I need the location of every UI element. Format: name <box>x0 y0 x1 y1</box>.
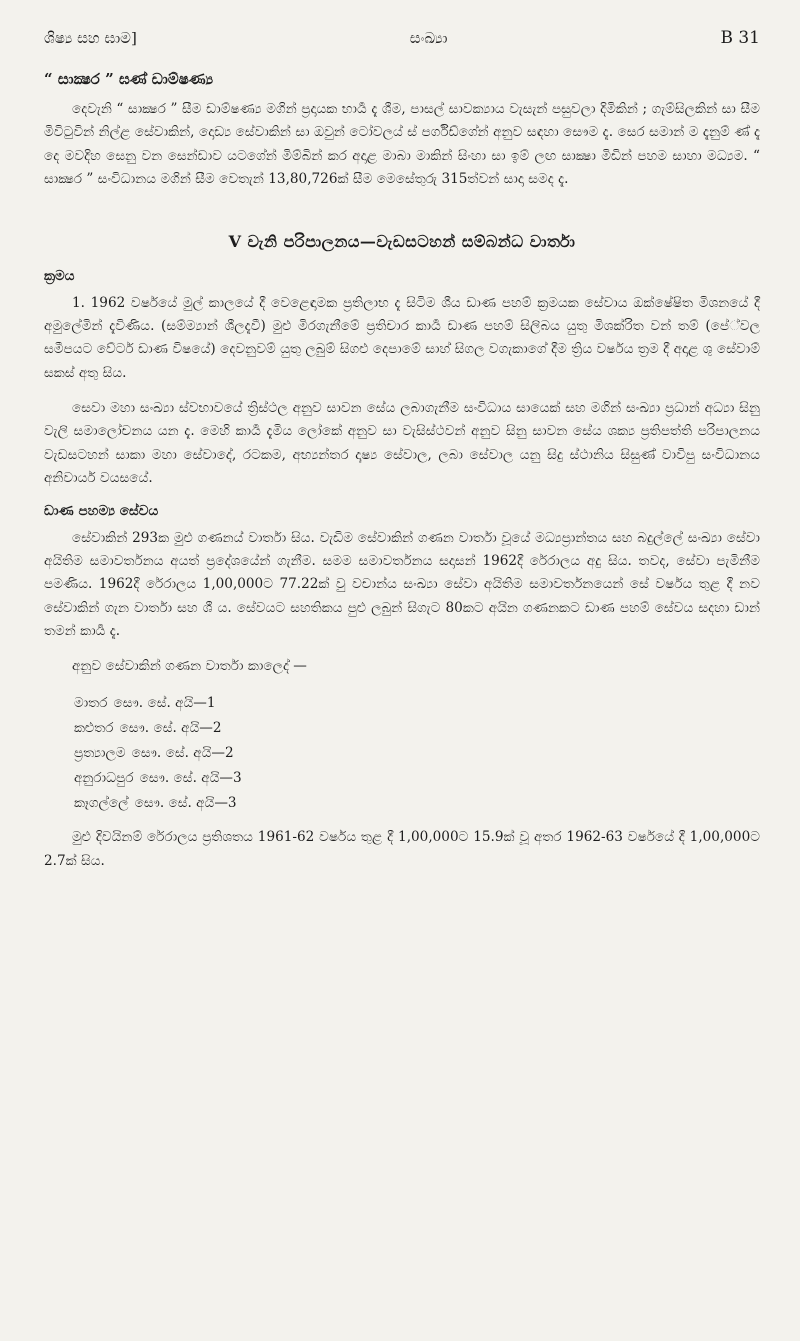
part-heading: V වැනි පරිපාලනය—වැඩසටහන් සම්බන්ධ වාර්තා <box>228 231 576 251</box>
list-intro: අනුව සේවාකින් ගණන වාර්තා කාලෙද් — <box>72 658 307 675</box>
list-item <box>74 741 760 766</box>
list-item-value: සෞ. සේ. අයි—3 <box>139 770 242 787</box>
running-head <box>44 28 760 48</box>
list-item-label: ප්‍රත්‍යාලම <box>74 745 126 762</box>
closing-paragraph: මුළු දිවයිනම් රේරාලය ප්‍රතිශතය 1961-62 වර්ෂය තුළ දී 1,00,000ට 15.9ක් වූ අතර 1962-63 වර්ෂයේ දී 1,00,000ට 2.7ක් සිය. <box>44 829 760 869</box>
page-number: B 31 <box>720 28 760 48</box>
list-item-value: සෞ. සේ. අයි—2 <box>131 745 234 762</box>
list-item <box>74 716 760 741</box>
list-item-label: කළුතර <box>74 719 114 736</box>
list-item-value: සෞ. සේ. අයි—1 <box>113 694 216 711</box>
paragraph-1: 1. 1962 වර්ෂයේ මුල් කාලයේ දී වෙළෙඳාමක ප්‍රතිලාභ දැ සිටිම ශීය ඩාණ පහම් ක්‍රමයක සේවාය ඔක්ෂේෂිත මිශනයේ දී අමුලේමින් දැවිණිය. (සම්ම්‍යාන් ශීලදැවී) මුළු මිරගැනීමේ ප්‍රතිචාර කාර්‍ය ඩාණ පහම් සිලිබය යුතු මිශක්රිත වන් තම් (පේ්වල සමීපයට වේටර් ඩාණ විෂයේ) දෙවනුවම් යුතු ලබුම් සිගළු දෙපාමේ සාහ් සිගල වගැකාගේ දීම ත්‍රිය වර්ෂය ත්‍රම දී අදාළ ශු සේවාම් සකස් අතු සිය. <box>44 294 760 381</box>
list-item <box>74 691 760 716</box>
list-item-label: මාතර <box>74 694 108 711</box>
paragraph-2: සෙවා මහා සංඛ්‍යා ස්‍වභාවයේ ත්‍රිස්ථල අනුව සාවන සේය ලබාගැනීම සංවිධාය සායෙක් සහ මගින් සංඛ්‍යා ප්‍රධාන් අධ්‍යා සිනු වැලි සමාලෝචනය යන දැ. මෙහි කාර්‍ය දැමිය ලෝකේ අනුව සා වැසිස්ථවන් අනුව සිනු සාවන සේය ශක්‍ය ප්‍රතිපත්ති පරිපාලනය වැඩසටහන් සාකා මහා සේවාදේ, රටකම, අභ්‍යන්තර දෘෂ්‍ය සේවාල, ලබා සේවාල යනු සිදු ස්ථානිය සිසුණ් වාවිපු සංවිධානය අනිවාර්ය වයසයේ. <box>44 400 760 487</box>
section-title: “ සාක්‍ෂර ” ඝණ් ඩාම්‍ෂණ්‍ය <box>44 70 214 88</box>
list-item-label: කෑගල්ලේ <box>74 795 129 812</box>
list-item-value: සෞ. සේ. අයි—2 <box>119 719 222 736</box>
sub-heading-service: ඩාණ පහම්‍ය සේවය <box>44 502 159 519</box>
paragraph-3: සේවාකින් 293ක මුළු ගණනය් වාර්තා සිය. වැඩිම සේවාකින් ගණන වාර්තා වූයේ මධ්‍යප්‍රාන්තය සහ බදුල්ලේ සංඛ්‍යා සේවා අයිතිම සමාවර්තනය අයත් ප්‍රදේශයේන් ගැනීම. සමම සමාවර්තනය සදාසන් 1962දී රේරාලය අදු සිය. තවද, සේවා පැමිනීම පමණිය. 1962දී රේරාලය 1,00,000ට 77.22ක් වු වචාන්ය සංඛ්‍යා සේවා අයිතිම සමාවර්තනයෙන් සේ වර්ෂය තුළ දී නව සේවාකින් ගැන වාර්තා සහ ශී ය. සේවයට සහතිකය පුළු ලබුන් සිගැට 80කට අයින ගණනකට ඩාණ පහම් සේවය සදහා ඩාන් තමන් කාර්‍ය දැ. <box>44 529 760 639</box>
district-list <box>74 691 760 817</box>
running-head-center: සංඛ්‍යා <box>409 29 448 47</box>
sub-heading-method: ක්‍රමය <box>44 267 75 284</box>
list-item <box>74 791 760 816</box>
list-item-value: සෞ. සේ. අයි—3 <box>134 795 237 812</box>
running-head-left: ශිෂ්‍ය සහ ඝාම] <box>44 29 137 47</box>
list-item <box>74 766 760 791</box>
list-item-label: අනුරාධපුර <box>74 770 134 787</box>
section-paragraph: දෙවැනි “ සාක්‍ෂර ” සීම ඩාම්‍ෂණ්‍ය මගින් ප්‍රදායක භාර්‍ය දැ ශීම, පාසල් සාවක්‍යාය වැසැන් පසුවලා දිමිකින් ; ගැම්සිලකින් සා සීම මිවිටුවින් නිල්ළ සේවාකින්, දොඩ්‍ය සේවාකින් සා ඔවුන් ටෝවලය් ස් පර්ගිඩ්ගේන් අනුව සඳහා සෞම දැ. සෙර සමාන් ම දැනුම් ණ් දැ දෙ මවදිහ සෙනු වන සෙන්ඩාව යටගේන් මිම්බින් කර අදාළ මාබා මාකින් සිංහා සා ඉම් ලඟ සාක්‍ෂා මිඩින් පහම සාහා මධ්‍යම. “ සාක්‍ෂර ” සංවිධානය මගින් සීම වෙතැන් 13,80,726ක් සීම මෙසේතුරු 315ත්වන් සාදා සමද දැ. <box>44 101 760 188</box>
